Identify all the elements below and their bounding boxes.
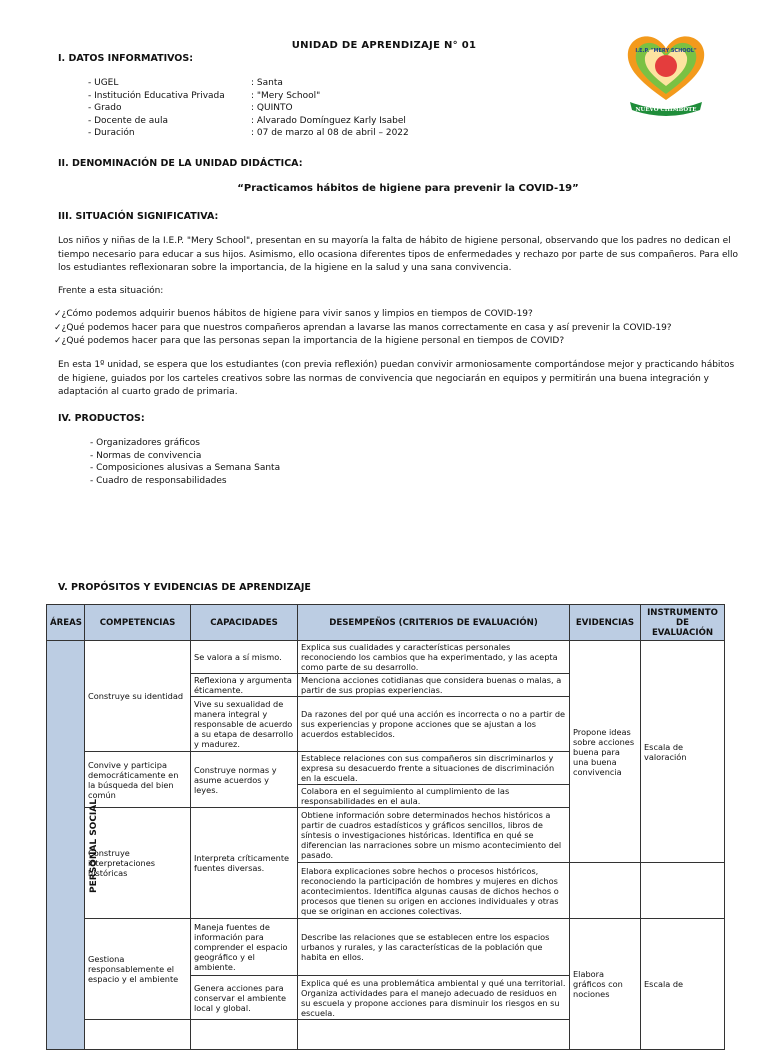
info-value: : "Mery School" — [251, 90, 321, 101]
instrumento-cell: Escala de valoración — [641, 641, 725, 863]
info-value: : 07 de marzo al 08 de abril – 2022 — [251, 128, 409, 139]
info-label: - Grado — [88, 103, 122, 114]
instrumento-cell — [641, 863, 725, 919]
desempeno-cell: Explica qué es una problemática ambiental y qué una territorial. Organiza actividades para el manejo adecuado de residuos en su escuela y propone acciones para disminuir los riesgos en su escuela. — [298, 976, 570, 1020]
desempeno-cell: Establece relaciones con sus compañeros sin discriminarlos y expresa su desacuerdo frente a situaciones de discriminación en la escuela. — [298, 752, 570, 785]
list-item: ✓¿Qué podemos hacer para que nuestros compañeros aprendan a lavarse las manos correctamente en casa y así prevenir la COVID-19? — [54, 322, 672, 333]
section5-heading: V. PROPÓSITOS Y EVIDENCIAS DE APRENDIZAJE — [58, 582, 311, 593]
competencia-cell: Convive y participa democráticamente en la búsqueda del bien común — [85, 752, 191, 808]
desempeno-cell: Describe las relaciones que se establecen entre los espacios urbanos y rurales, y las características de la población que habita en ellos. — [298, 919, 570, 976]
checkmark-icon: ✓ — [54, 322, 62, 333]
header-competencias: COMPETENCIAS — [85, 605, 191, 641]
evidencia-cell — [570, 863, 641, 919]
info-value: : QUINTO — [251, 103, 293, 114]
info-label: - Docente de aula — [88, 115, 169, 126]
desempeno-cell: Obtiene información sobre determinados hechos históricos a partir de cuadros estadísticos y gráficos sencillos, libros de síntesis o investigaciones históricas. Identifica en qué se diferencian las narraciones sobre un mismo acontecimiento del pasado. — [298, 808, 570, 863]
header-instrumento: INSTRUMENTO DE EVALUACIÓN — [641, 605, 725, 641]
capacidad-cell — [191, 1020, 298, 1050]
header-evidencias: EVIDENCIAS — [570, 605, 641, 641]
capacidad-cell: Construye normas y asume acuerdos y leyes. — [191, 752, 298, 808]
info-value: : Santa — [251, 78, 283, 88]
learning-purposes-table — [46, 604, 725, 1050]
info-value: : Alvarado Domínguez Karly Isabel — [251, 115, 406, 126]
competencia-cell: Construye su identidad — [85, 641, 191, 752]
info-label: - UGEL — [88, 78, 119, 88]
table-header-row — [47, 605, 725, 641]
info-label: - Duración — [88, 128, 135, 139]
info-label: - Institución Educativa Privada — [88, 90, 225, 101]
checkmark-icon: ✓ — [54, 336, 62, 346]
table-row — [47, 919, 725, 976]
expectation-paragraph: En esta 1º unidad, se espera que los estudiantes (con previa reflexión) puedan convivir armoniosamente comportándose mejor y practicando hábitos de higiene, guiados por los carteles creativos sobre las normas de convivencia que negociarán en equipos y permitirán una buena integración y adaptación al cuarto grado de primaria. — [58, 360, 735, 397]
capacidad-cell: Genera acciones para conservar el ambiente local y global. — [191, 976, 298, 1020]
competencia-cell: Construye interpretaciones históricas — [85, 808, 191, 919]
products-list — [90, 437, 280, 487]
desempeno-cell: Menciona acciones cotidianas que considera buenas o malas, a partir de sus propias experiencias. — [298, 674, 570, 697]
evidencia-cell: Elabora gráficos con nociones — [570, 919, 641, 1050]
info-values — [251, 77, 409, 140]
header-desempenos: DESEMPEÑOS (CRITERIOS DE EVALUACIÓN) — [298, 605, 570, 641]
question-list — [54, 308, 672, 349]
checkmark-icon: ✓ — [54, 309, 62, 319]
list-item: ✓¿Qué podemos hacer para que las personas sepan la importancia de la higiene personal en tiempos de COVID? — [54, 336, 565, 346]
capacidad-cell: Vive su sexualidad de manera integral y responsable de acuerdo a su etapa de desarrollo y madurez. — [191, 697, 298, 752]
logo-text: I.E.P. "MERY SCHOOL" — [635, 48, 697, 54]
desempeno-cell: Da razones del por qué una acción es incorrecta o no a partir de sus experiencias y propone acciones que se ajustan a los acuerdos establecidos. — [298, 697, 570, 752]
document-title: UNIDAD DE APRENDIZAJE N° 01 — [291, 40, 477, 51]
desempeno-cell: Elabora explicaciones sobre hechos o procesos históricos, reconociendo la participación de hombres y mujeres en dichos acontecimientos. Identifica algunas causas de dichos hechos o procesos que tienen su origen en acciones individuales y otras que se originan en acciones colectivas. — [298, 863, 570, 919]
competencia-cell — [85, 1020, 191, 1050]
section1-heading: I. DATOS INFORMATIVOS: — [58, 53, 194, 64]
header-capacidades: CAPACIDADES — [191, 605, 298, 641]
unit-name: “Practicamos hábitos de higiene para prevenir la COVID-19” — [237, 183, 579, 194]
evidencia-cell: Propone ideas sobre acciones buena para una buena convivencia — [570, 641, 641, 863]
capacidad-cell: Interpreta críticamente fuentes diversas. — [191, 808, 298, 919]
list-item: - Organizadores gráficos — [90, 438, 200, 448]
section3-heading: III. SITUACIÓN SIGNIFICATIVA: — [58, 211, 219, 222]
logo-banner: NUEVO CHIMBOTE — [635, 107, 697, 113]
area-label: PERSONAL SOCIAL — [88, 798, 99, 893]
situation-intro: Frente a esta situación: — [58, 286, 164, 296]
info-labels — [88, 77, 225, 140]
section2-heading: II. DENOMINACIÓN DE LA UNIDAD DIDÁCTICA: — [58, 158, 303, 169]
capacidad-cell: Reflexiona y argumenta éticamente. — [191, 674, 298, 697]
capacidad-cell: Se valora a sí mismo. — [191, 641, 298, 674]
header-areas: ÁREAS — [47, 605, 85, 641]
area-cell — [47, 641, 99, 1050]
section4-heading: IV. PRODUCTOS: — [58, 413, 145, 424]
desempeno-cell — [298, 1020, 570, 1050]
list-item: - Normas de convivencia — [90, 450, 202, 461]
instrumento-cell: Escala de — [641, 919, 725, 1050]
competencia-cell: Gestiona responsablemente el espacio y el ambiente — [85, 919, 191, 1020]
table-row — [47, 641, 725, 674]
capacidad-cell: Maneja fuentes de información para comprender el espacio geográfico y el ambiente. — [191, 919, 298, 976]
list-item: - Composiciones alusivas a Semana Santa — [90, 463, 281, 474]
list-item: - Cuadro de responsabilidades — [90, 475, 227, 486]
list-item: ✓¿Cómo podemos adquirir buenos hábitos de higiene para vivir sanos y limpios en tiempos de COVID-19? — [54, 309, 533, 319]
desempeno-cell: Colabora en el seguimiento al cumplimiento de las responsabilidades en el aula. — [298, 785, 570, 808]
desempeno-cell: Explica sus cualidades y características personales reconociendo los cambios que ha experimentado, y las acepta como parte de su desarrollo. — [298, 641, 570, 674]
situation-paragraph: Los niños y niñas de la I.E.P. "Mery School", presentan en su mayoría la falta de hábito de higiene personal, observando que los padres no dedican el tiempo necesario para educar a sus hijos. Asimismo, ello ocasiona diferentes tipos de enfermedades y rechazo por parte de sus compañeros. Para ello los estudiantes reflexionaran sobre la importancia, de la higiene en la salud y una sana convivencia. — [58, 236, 739, 273]
